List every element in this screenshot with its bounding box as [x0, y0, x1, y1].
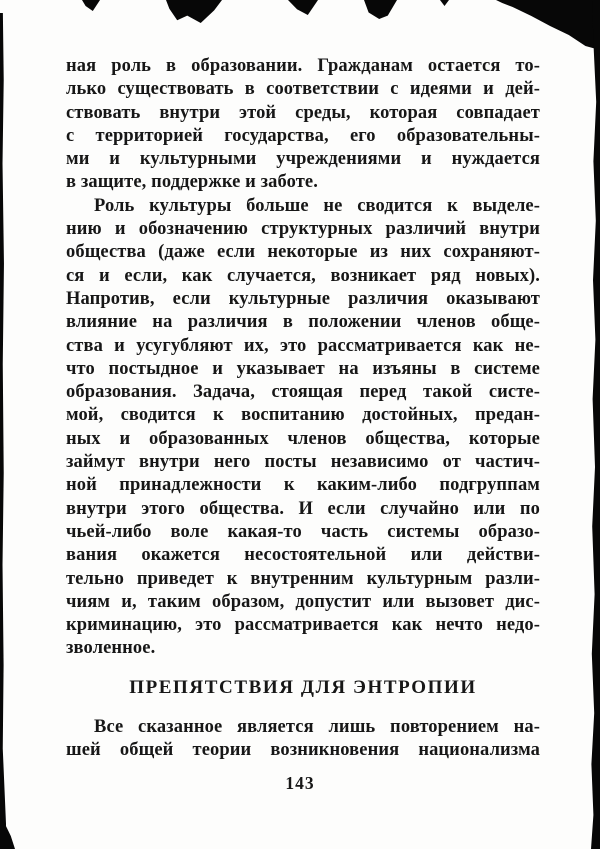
scan-artifact-top-blob-4	[364, 0, 397, 19]
text-line: Роль культуры больше не сводится к выделе-	[94, 195, 540, 216]
paragraph-1	[66, 55, 540, 195]
scan-artifact-top-blob-1	[82, 0, 100, 11]
paragraph-2	[66, 195, 540, 661]
text-line: лько существовать в соответствии с идеями и дей-	[66, 79, 540, 100]
body-text	[66, 55, 540, 762]
scan-artifact-top-right-corner	[496, 0, 600, 50]
text-line: Напротив, если культурные различия оказывают	[66, 288, 540, 309]
text-line: общества (даже если некоторые из них сохраняют-	[66, 242, 540, 263]
text-line: что постыдное и указывает на изъяны в системе	[66, 358, 540, 379]
text-line: чиям и, таким образом, допустит или вызовет дис-	[66, 591, 540, 612]
text-line: в защите, поддержке и заботе.	[66, 172, 318, 193]
text-line: ной принадлежности к каким-либо подгруппам	[66, 475, 540, 496]
scan-artifact-top-blob-5	[440, 0, 449, 6]
text-line: мой, сводится к воспитанию достойных, предан-	[66, 405, 540, 426]
section-heading: ПРЕПЯТСТВИЯ ДЛЯ ЭНТРОПИИ	[129, 676, 477, 698]
text-line: чьей-либо воле какая-то часть системы образо-	[66, 521, 540, 542]
scan-artifact-top-blob-2	[166, 0, 222, 23]
text-line: с территорией государства, его образовательны-	[66, 125, 540, 146]
text-line: ства и усугубляют их, это рассматривается как не-	[66, 335, 540, 356]
text-line: ных и образованных членов общества, которые	[66, 428, 540, 449]
text-line: ная роль в образовании. Гражданам остается то-	[66, 56, 540, 76]
text-line: образования. Задача, стоящая перед такой систе-	[66, 382, 540, 403]
text-line: криминацию, это рассматривается как нечто недо-	[66, 615, 540, 636]
page-number: 143	[285, 773, 315, 793]
scan-artifact-right-edge	[590, 0, 600, 849]
text-line: нию и обозначению структурных различий внутри	[66, 219, 540, 240]
text-line: шей общей теории возникновения национализма	[66, 740, 540, 761]
text-line: влияние на различия в положении членов обще-	[66, 312, 540, 333]
paragraph-3	[66, 716, 540, 763]
text-line: займут внутри него посты независимо от частич-	[66, 452, 540, 473]
text-line: зволенное.	[66, 638, 156, 659]
scan-artifact-left-edge	[0, 13, 6, 849]
scan-artifact-top-blob-3	[288, 0, 318, 15]
text-line: тельно приведет к внутренним культурным разли-	[66, 568, 540, 589]
scan-artifact-bottom-left-corner	[0, 818, 15, 849]
text-line: Все сказанное является лишь повторением на-	[94, 716, 540, 737]
text-line: ми и культурными учреждениями и нуждается	[66, 149, 540, 170]
text-line: ствовать внутри этой среды, которая совпадает	[66, 102, 540, 123]
text-line: вания окажется несостоятельной или действи-	[66, 545, 540, 566]
text-line: внутри этого общества. И если случайно или по	[66, 498, 540, 519]
text-line: ся и если, как случается, возникает ряд новых).	[66, 265, 540, 286]
